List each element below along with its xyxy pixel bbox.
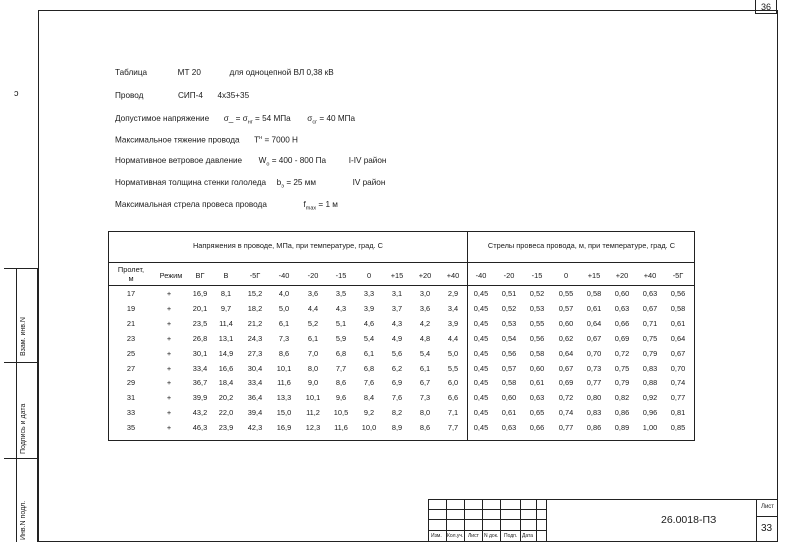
stress-cell: 10,0	[361, 423, 377, 433]
sag-cell: 0,57	[501, 363, 517, 373]
stress-cell: 9,7	[220, 303, 232, 313]
sag-cell: 0,64	[670, 333, 686, 343]
tension-value: = 7000 Н	[262, 135, 298, 145]
stress-cell: 9,0	[307, 378, 319, 388]
sag-cell: 0,52	[501, 303, 517, 313]
stress-cell: 7,7	[335, 363, 347, 373]
sag-cell: 0,58	[529, 348, 545, 358]
param-label: Максимальная стрела провеса провода	[115, 200, 267, 209]
tension-symbol: T	[254, 135, 260, 145]
span-cell: 31	[126, 393, 136, 403]
side-stamp-divider	[16, 268, 17, 542]
side-stamp-divider	[4, 362, 38, 363]
stress-cell: 13,1	[218, 333, 234, 343]
title-block-line	[428, 499, 778, 500]
stress-cell: 6,2	[391, 363, 403, 373]
ice-symbol: b	[276, 178, 282, 187]
mode-column-header: Режим	[159, 271, 183, 280]
title-col-label: Лист	[468, 533, 479, 539]
stress-cell: 15,0	[276, 408, 292, 418]
document-code: 26.0018-ПЗ	[661, 514, 717, 526]
sag-cell: 1,00	[642, 423, 658, 433]
sag-cell: 0,45	[473, 289, 489, 298]
stress-cell: 33,4	[247, 378, 263, 388]
wire-spec: 4х35+35	[217, 91, 250, 100]
sag-cell: 0,81	[670, 408, 686, 418]
sag-column-header: 0	[563, 271, 569, 280]
side-stamp-divider	[37, 268, 38, 542]
stress-cell: 20,2	[218, 393, 234, 403]
stress-subscript: сг	[312, 119, 318, 126]
stress-cell: 6,6	[447, 393, 459, 403]
stress-cell: 5,6	[391, 348, 403, 358]
stress-cell: 5,5	[447, 363, 459, 373]
sag-value: = 1 м	[316, 200, 338, 209]
tension-superscript: н	[259, 135, 263, 141]
title-block-line	[536, 499, 537, 542]
sag-cell: 0,45	[473, 378, 489, 388]
stress-cell: 36,4	[247, 393, 263, 403]
sag-cell: 0,86	[614, 408, 630, 418]
sag-symbol: f	[303, 200, 306, 209]
span-cell: 17	[126, 289, 136, 298]
side-stamp-divider	[4, 268, 38, 269]
side-label-replaced-inv: Взам. инв.N	[20, 317, 27, 356]
sag-stress-table	[108, 231, 695, 441]
mode-cell: +	[166, 408, 172, 418]
title-block-line	[546, 499, 547, 542]
stress-column-header: +20	[418, 271, 432, 280]
title-block-line	[428, 499, 429, 542]
sag-cell: 0,74	[670, 378, 686, 388]
corner-page-number: 36	[755, 0, 777, 14]
ice-subscript: э	[281, 183, 285, 190]
stress-cell: 6,1	[419, 363, 431, 373]
param-label: Максимальное тяжение провода	[115, 135, 240, 145]
sag-cell: 0,79	[642, 348, 658, 358]
param-label: Допустимое напряжение	[115, 114, 210, 123]
sag-cell: 0,67	[558, 363, 574, 373]
stress-cell: 4,8	[419, 333, 431, 343]
stress-cell: 5,2	[307, 318, 319, 328]
stress-cell: 30,1	[192, 348, 208, 358]
stress-cell: 21,2	[247, 318, 263, 328]
sag-subscript: max	[305, 205, 317, 212]
title-col-label: Подп.	[504, 533, 518, 539]
mode-cell: +	[166, 423, 172, 433]
stress-cell: 10,1	[305, 393, 321, 403]
mode-cell: +	[166, 303, 172, 313]
mode-cell: +	[166, 393, 172, 403]
stress-symbol: σ	[307, 114, 313, 123]
stress-cell: 8,4	[363, 393, 375, 403]
sag-cell: 0,72	[614, 348, 630, 358]
stress-cell: 22,0	[218, 408, 234, 418]
sag-cell: 0,69	[558, 378, 574, 388]
param-table-line	[115, 68, 334, 77]
stress-cell: 16,9	[276, 423, 292, 433]
stress-cell: 18,4	[218, 378, 234, 388]
stress-column-header: -5Г	[249, 271, 261, 280]
sag-column-header: +15	[587, 271, 601, 280]
sag-cell: 0,57	[558, 303, 574, 313]
title-col-label: Дата	[522, 533, 534, 539]
side-stamp	[4, 268, 38, 542]
stress-cell: 6,1	[363, 348, 375, 358]
side-stamp-divider	[4, 458, 38, 459]
stress-cell: 24,3	[247, 333, 263, 343]
stress-value: = 40 МПа	[317, 114, 356, 123]
title-block-line	[520, 499, 521, 542]
mode-cell: +	[166, 333, 172, 343]
sag-cell: 0,79	[614, 378, 630, 388]
stress-cell: 4,6	[363, 318, 375, 328]
sag-cell: 0,53	[501, 318, 517, 328]
stress-cell: 6,8	[335, 348, 347, 358]
table-header-divider	[109, 262, 694, 263]
stress-cell: 13,3	[276, 393, 292, 403]
sag-cell: 0,86	[586, 423, 602, 433]
sheet-label: Лист	[761, 504, 775, 510]
stress-cell: 8,0	[307, 363, 319, 373]
sag-cell: 0,75	[642, 333, 658, 343]
stress-column-header: -20	[307, 271, 319, 280]
sag-cell: 0,62	[558, 333, 574, 343]
title-col-label: Кол.уч.	[447, 533, 464, 539]
sag-cell: 0,45	[473, 333, 489, 343]
title-block-line	[482, 499, 483, 542]
sag-cell: 0,63	[501, 423, 517, 433]
stress-cell: 4,3	[335, 303, 347, 313]
table-header-divider	[109, 285, 694, 286]
stress-cell: 6,9	[391, 378, 403, 388]
stress-cell: 4,2	[419, 318, 431, 328]
sag-cell: 0,74	[558, 408, 574, 418]
ice-value: = 25 мм	[284, 178, 317, 187]
mode-cell: +	[166, 318, 172, 328]
sheet-number: 33	[761, 523, 773, 534]
sag-cell: 0,77	[670, 393, 686, 403]
wind-symbol: W	[258, 156, 267, 165]
stress-cell: 8,1	[220, 289, 232, 298]
sag-column-header: +40	[643, 271, 657, 280]
param-wind-line	[115, 156, 386, 168]
sag-cell: 0,72	[558, 393, 574, 403]
sag-cell: 0,54	[501, 333, 517, 343]
stress-cell: 7,3	[419, 393, 431, 403]
sag-cell: 0,67	[670, 348, 686, 358]
sag-cell: 0,56	[670, 289, 686, 298]
stress-cell: 4,3	[391, 318, 403, 328]
sag-column-header: -40	[475, 271, 487, 280]
stress-cell: 3,0	[419, 289, 431, 298]
stress-cell: 5,4	[363, 333, 375, 343]
stress-cell: 30,4	[247, 363, 263, 373]
param-label: Таблица	[115, 68, 148, 77]
stress-cell: 7,0	[307, 348, 319, 358]
sag-cell: 0,71	[642, 318, 658, 328]
sag-cell: 0,64	[586, 318, 602, 328]
sag-cell: 0,45	[473, 363, 489, 373]
sag-column-header: -20	[503, 271, 515, 280]
stress-cell: 23,5	[192, 318, 208, 328]
stress-value: = 54 МПа	[252, 114, 291, 123]
sag-cell: 0,55	[558, 289, 574, 298]
stress-cell: 8,9	[391, 423, 403, 433]
stress-symbol: σ_ = σ	[223, 114, 248, 123]
title-block-line	[756, 516, 778, 517]
sag-cell: 0,58	[670, 303, 686, 313]
stress-cell: 10,5	[333, 408, 349, 418]
margin-mark: ͻ	[14, 88, 19, 98]
sag-cell: 0,45	[473, 408, 489, 418]
sag-cell: 0,88	[642, 378, 658, 388]
sag-cell: 0,45	[473, 393, 489, 403]
param-max-sag-line	[115, 200, 338, 212]
sag-cell: 0,67	[642, 303, 658, 313]
table-code: МТ 20	[177, 68, 201, 77]
stress-cell: 8,6	[278, 348, 290, 358]
sag-cell: 0,45	[473, 348, 489, 358]
span-cell: 25	[126, 348, 136, 358]
param-ice-line	[115, 178, 385, 190]
stress-cell: 11,4	[219, 318, 233, 328]
stress-cell: 3,5	[335, 289, 347, 298]
param-allowable-stress-line	[115, 114, 355, 126]
sag-cell: 0,82	[614, 393, 630, 403]
param-label: Нормативная толщина стенки гололеда	[115, 178, 267, 187]
stress-cell: 7,3	[278, 333, 290, 343]
stress-column-header: В	[223, 271, 229, 280]
stress-cell: 26,8	[192, 333, 208, 343]
sag-cell: 0,60	[558, 318, 574, 328]
stress-cell: 4,9	[391, 333, 403, 343]
sag-cell: 0,83	[642, 363, 658, 373]
stress-cell: 6,1	[307, 333, 319, 343]
stress-cell: 33,4	[192, 363, 208, 373]
mode-cell: +	[166, 363, 172, 373]
sag-cell: 0,66	[529, 423, 545, 433]
wind-subscript: о	[266, 161, 270, 168]
wire-code: СИП-4	[177, 91, 203, 100]
sag-cell: 0,52	[529, 289, 545, 298]
mode-cell: +	[166, 378, 172, 388]
title-block-line	[756, 499, 757, 542]
stress-cell: 18,2	[247, 303, 263, 313]
sag-cell: 0,75	[614, 363, 630, 373]
sag-cell: 0,89	[614, 423, 630, 433]
stress-cell: 39,4	[247, 408, 263, 418]
stress-cell: 3,7	[391, 303, 403, 313]
stress-cell: 10,1	[276, 363, 292, 373]
stress-subscript: нг	[247, 119, 253, 126]
side-label-signature-date: Подпись и дата	[20, 403, 27, 454]
title-block-line	[464, 499, 465, 542]
stress-cell: 36,7	[192, 378, 208, 388]
sag-cell: 0,67	[586, 333, 602, 343]
stress-cell: 11,6	[277, 378, 291, 388]
wind-region: I-IV район	[348, 156, 387, 165]
span-cell: 27	[126, 363, 136, 373]
span-cell: 19	[126, 303, 136, 313]
title-col-label: Изм.	[431, 533, 442, 539]
stress-cell: 2,9	[447, 289, 459, 298]
span-cell: 29	[126, 378, 136, 388]
mode-cell: +	[166, 289, 172, 298]
param-label: Нормативное ветровое давление	[115, 156, 243, 165]
stress-cell: 4,4	[447, 333, 459, 343]
sag-cell: 0,64	[558, 348, 574, 358]
stress-cell: 11,2	[306, 408, 320, 418]
sag-cell: 0,77	[586, 378, 602, 388]
sag-section-header: Стрелы провеса провода, м, при температуре, град. С	[487, 241, 676, 250]
sag-cell: 0,66	[614, 318, 630, 328]
stress-cell: 5,0	[278, 303, 290, 313]
stress-cell: 3,9	[363, 303, 375, 313]
sag-cell: 0,51	[501, 289, 517, 298]
param-label: Провод	[115, 91, 144, 100]
stress-cell: 8,0	[419, 408, 431, 418]
stress-cell: 3,6	[419, 303, 431, 313]
sag-cell: 0,61	[529, 378, 545, 388]
stress-cell: 8,6	[335, 378, 347, 388]
stress-cell: 5,1	[335, 318, 347, 328]
sag-cell: 0,61	[586, 303, 602, 313]
title-block	[428, 499, 778, 542]
stress-cell: 5,9	[335, 333, 347, 343]
stress-cell: 39,9	[192, 393, 208, 403]
mode-cell: +	[166, 348, 172, 358]
stress-cell: 16,9	[192, 289, 208, 298]
sag-cell: 0,85	[670, 423, 686, 433]
sag-cell: 0,61	[670, 318, 686, 328]
stress-cell: 16,6	[218, 363, 234, 373]
sag-cell: 0,63	[642, 289, 658, 298]
sag-column-header: +20	[615, 271, 629, 280]
stress-cell: 4,4	[307, 303, 319, 313]
stress-column-header: +40	[446, 271, 460, 280]
sag-cell: 0,83	[586, 408, 602, 418]
stress-column-header: -15	[335, 271, 347, 280]
stress-cell: 23,9	[218, 423, 234, 433]
stress-column-header: 0	[366, 271, 372, 280]
stress-cell: 7,1	[447, 408, 459, 418]
sag-cell: 0,56	[529, 333, 545, 343]
sag-cell: 0,96	[642, 408, 658, 418]
stress-cell: 6,1	[278, 318, 290, 328]
stress-cell: 3,4	[447, 303, 459, 313]
stress-cell: 5,0	[447, 348, 459, 358]
stress-cell: 6,8	[363, 363, 375, 373]
stress-cell: 43,2	[192, 408, 208, 418]
stress-cell: 27,3	[247, 348, 263, 358]
stress-cell: 5,4	[419, 348, 431, 358]
sag-cell: 0,56	[501, 348, 517, 358]
stress-cell: 3,3	[363, 289, 375, 298]
span-cell: 21	[126, 318, 136, 328]
stress-cell: 42,3	[247, 423, 263, 433]
stress-cell: 4,0	[278, 289, 290, 298]
span-column-unit: м	[128, 274, 134, 283]
side-label-original-inv: Инв.N подл.	[20, 500, 27, 540]
table-description: для одноцепной ВЛ 0,38 кВ	[229, 68, 334, 77]
stress-cell: 6,7	[419, 378, 431, 388]
sag-cell: 0,45	[473, 318, 489, 328]
stress-cell: 11,6	[334, 423, 348, 433]
stress-cell: 14,9	[218, 348, 234, 358]
sag-cell: 0,63	[614, 303, 630, 313]
title-block-line	[500, 499, 501, 542]
sag-cell: 0,70	[586, 348, 602, 358]
wind-value: = 400 - 800 Па	[269, 156, 327, 165]
stress-cell: 9,6	[335, 393, 347, 403]
span-column-header: Пролет,	[117, 265, 145, 274]
stress-cell: 8,2	[391, 408, 403, 418]
sag-column-header: -5Г	[672, 271, 684, 280]
title-col-label: N док.	[484, 533, 499, 539]
param-wire-line	[115, 91, 249, 100]
sag-cell: 0,61	[501, 408, 517, 418]
stress-cell: 8,6	[419, 423, 431, 433]
stress-section-header: Напряжения в проводе, МПа, при температуре, град. С	[192, 241, 384, 250]
stress-cell: 3,1	[391, 289, 403, 298]
sag-cell: 0,60	[529, 363, 545, 373]
sag-column-header: -15	[531, 271, 543, 280]
sag-cell: 0,45	[473, 423, 489, 433]
sag-cell: 0,73	[586, 363, 602, 373]
stress-cell: 3,9	[447, 318, 459, 328]
stress-cell: 9,2	[363, 408, 375, 418]
stress-column-header: -40	[278, 271, 290, 280]
sag-cell: 0,77	[558, 423, 574, 433]
sag-cell: 0,92	[642, 393, 658, 403]
stress-cell: 46,3	[192, 423, 208, 433]
sag-cell: 0,58	[586, 289, 602, 298]
sag-cell: 0,45	[473, 303, 489, 313]
sag-cell: 0,65	[529, 408, 545, 418]
sag-cell: 0,70	[670, 363, 686, 373]
stress-column-header: +15	[390, 271, 404, 280]
stress-cell: 20,1	[192, 303, 208, 313]
stress-cell: 12,3	[305, 423, 321, 433]
stress-cell: 6,0	[447, 378, 459, 388]
sag-cell: 0,60	[501, 393, 517, 403]
sag-cell: 0,69	[614, 333, 630, 343]
sag-cell: 0,58	[501, 378, 517, 388]
stress-cell: 7,6	[363, 378, 375, 388]
sag-cell: 0,53	[529, 303, 545, 313]
span-cell: 33	[126, 408, 136, 418]
span-cell: 35	[126, 423, 136, 433]
stress-cell: 3,6	[307, 289, 319, 298]
param-max-tension-line	[115, 135, 298, 145]
sag-cell: 0,63	[529, 393, 545, 403]
stress-cell: 15,2	[247, 289, 263, 298]
span-cell: 23	[126, 333, 136, 343]
stress-column-header: ВГ	[195, 271, 205, 280]
sag-cell: 0,60	[614, 289, 630, 298]
sag-cell: 0,80	[586, 393, 602, 403]
stress-cell: 7,6	[391, 393, 403, 403]
sag-cell: 0,55	[529, 318, 545, 328]
ice-region: IV район	[352, 178, 386, 187]
stress-cell: 7,7	[447, 423, 459, 433]
